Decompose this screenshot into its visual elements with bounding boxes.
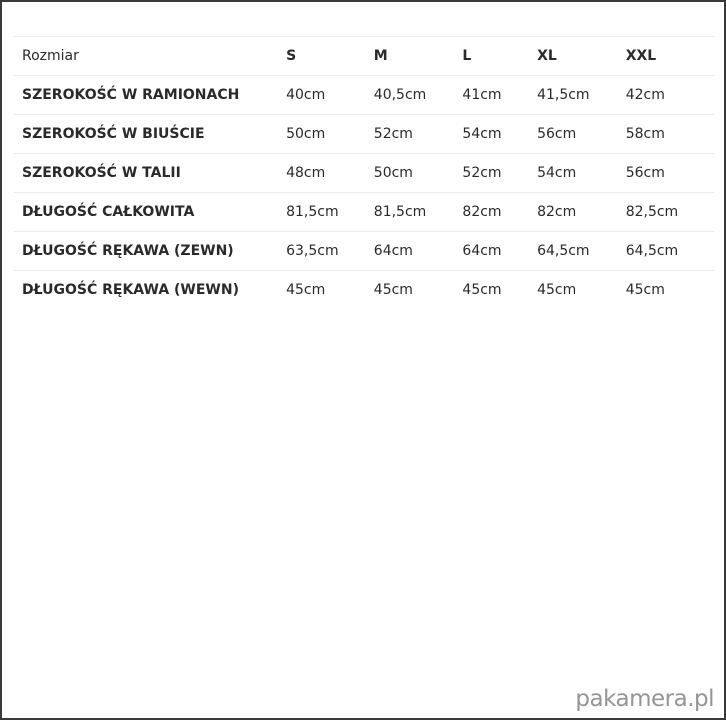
- cell-value: 48cm: [286, 165, 326, 181]
- cell-value: 64,5cm: [625, 243, 679, 259]
- table-header-row: [14, 37, 714, 76]
- cell-value: 50cm: [373, 165, 413, 181]
- row-label: SZEROKOŚĆ W BIUŚCIE: [22, 126, 205, 142]
- cell-value: 45cm: [462, 282, 502, 299]
- cell-value: 64cm: [373, 243, 413, 259]
- cell-value: 45cm: [625, 282, 665, 299]
- table-row: [14, 115, 714, 154]
- cell-value: 52cm: [373, 126, 413, 142]
- cell-value: 63,5cm: [286, 243, 339, 259]
- table-row: [14, 154, 714, 193]
- cell-value: 56cm: [625, 165, 665, 181]
- row-label: DŁUGOŚĆ RĘKAWA (ZEWN): [22, 243, 234, 259]
- table-row: [14, 193, 714, 232]
- cell-value: 45cm: [286, 282, 326, 299]
- cell-value: 81,5cm: [286, 204, 339, 220]
- header-size-s: S: [286, 48, 297, 64]
- cell-value: 41cm: [462, 87, 502, 103]
- cell-value: 58cm: [625, 126, 665, 142]
- cell-value: 40,5cm: [373, 87, 427, 103]
- header-size-m: M: [373, 48, 388, 64]
- row-label: DŁUGOŚĆ CAŁKOWITA: [22, 204, 195, 220]
- cell-value: 82cm: [462, 204, 502, 220]
- size-chart-table: [14, 36, 714, 310]
- cell-value: 54cm: [537, 165, 577, 181]
- row-label: SZEROKOŚĆ W RAMIONACH: [22, 87, 240, 103]
- row-label: SZEROKOŚĆ W TALII: [22, 165, 181, 181]
- row-label: DŁUGOŚĆ RĘKAWA (WEWN): [22, 282, 239, 299]
- header-label: Rozmiar: [22, 48, 79, 64]
- cell-value: 64,5cm: [537, 243, 590, 259]
- cell-value: 82cm: [537, 204, 577, 220]
- cell-value: 82,5cm: [625, 204, 679, 220]
- cell-value: 40cm: [286, 87, 326, 103]
- header-size-l: L: [462, 48, 472, 64]
- cell-value: 64cm: [462, 243, 502, 259]
- table-row: [14, 271, 714, 310]
- cell-value: 52cm: [462, 165, 502, 181]
- cell-value: 50cm: [286, 126, 326, 142]
- cell-value: 41,5cm: [537, 87, 590, 103]
- header-size-xl: XL: [537, 48, 557, 64]
- header-size-xxl: XXL: [625, 48, 657, 64]
- cell-value: 42cm: [625, 87, 665, 103]
- cell-value: 45cm: [373, 282, 413, 299]
- table-row: [14, 76, 714, 115]
- cell-value: 56cm: [537, 126, 577, 142]
- pakamera-watermark: pakamera.pl: [575, 686, 714, 712]
- cell-value: 54cm: [462, 126, 502, 142]
- cell-value: 81,5cm: [373, 204, 427, 220]
- cell-value: 45cm: [537, 282, 577, 299]
- table-row: [14, 232, 714, 271]
